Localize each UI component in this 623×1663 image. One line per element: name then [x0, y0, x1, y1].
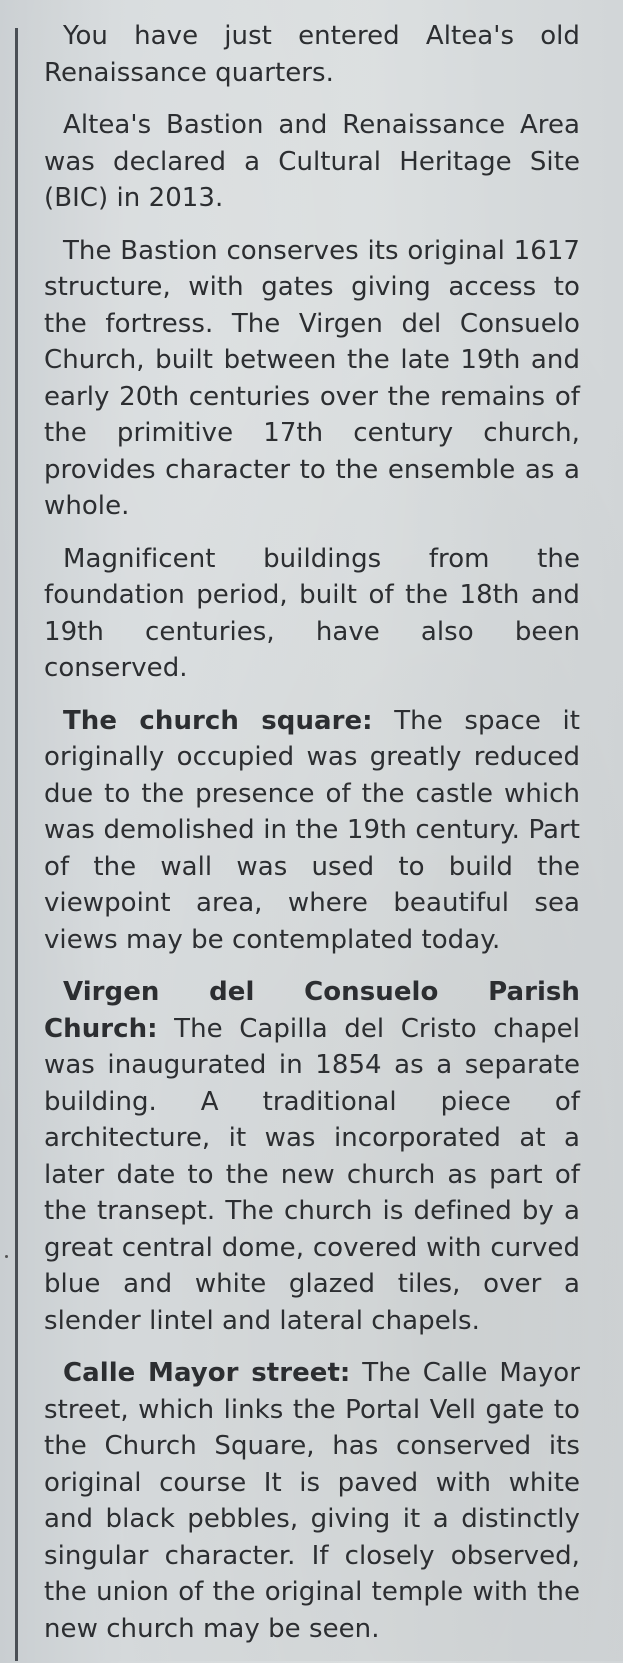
sign-border-dot: [5, 1255, 8, 1258]
paragraph-intro: [44, 18, 580, 91]
sign-text-block: [44, 18, 580, 1663]
paragraph-heading: Virgen del Consuelo Parish Church:: [44, 977, 580, 1044]
paragraph-buildings: [44, 541, 580, 687]
paragraph-parish-church: [44, 974, 580, 1339]
paragraph-text: The Calle Mayor street, which links the Portal Vell gate to the Church Square, has conserved its original course It is paved with white and black pebbles, giving it a distinctly singular character. If closely observed, the union of the original temple with the new church may be seen.: [44, 1358, 580, 1644]
paragraph-text: The Bastion conserves its original 1617 structure, with gates giving access to the fortress. The Virgen del Consuelo Church, built between the late 19th and early 20th centuries over the remains of the primitive 17th century church, provides character to the ensemble as a whole.: [44, 235, 580, 521]
paragraph-text: You have just entered Altea's old Renaissance quarters.: [44, 21, 580, 88]
paragraph-text: The Capilla del Cristo chapel was inaugurated in 1854 as a separate building. A traditional piece of architecture, it was incorporated at a later date to the new church as part of the transept. The church is defined by a great central dome, covered with curved blue and white glazed tiles, over a slender lintel and lateral chapels.: [44, 1013, 580, 1336]
paragraph-calle-mayor: [44, 1355, 580, 1647]
paragraph-text: The space it originally occupied was greatly reduced due to the presence of the castle which was demolished in the 19th century. Part of the wall was used to build the viewpoint area, where beautiful sea views may be contemplated today.: [44, 705, 580, 955]
paragraph-bastion: [44, 233, 580, 525]
paragraph-church-square: [44, 703, 580, 959]
paragraph-heritage-site: [44, 107, 580, 217]
paragraph-text: Altea's Bastion and Renaissance Area was declared a Cultural Heritage Site (BIC) in 2013.: [44, 110, 580, 213]
paragraph-heading: The church square:: [63, 705, 373, 736]
paragraph-heading: Calle Mayor street:: [63, 1358, 351, 1388]
sign-border-line: [15, 28, 18, 1661]
paragraph-text: Magnificent buildings from the foundation period, built of the 18th and 19th centuries, have also been conserved.: [44, 543, 580, 683]
